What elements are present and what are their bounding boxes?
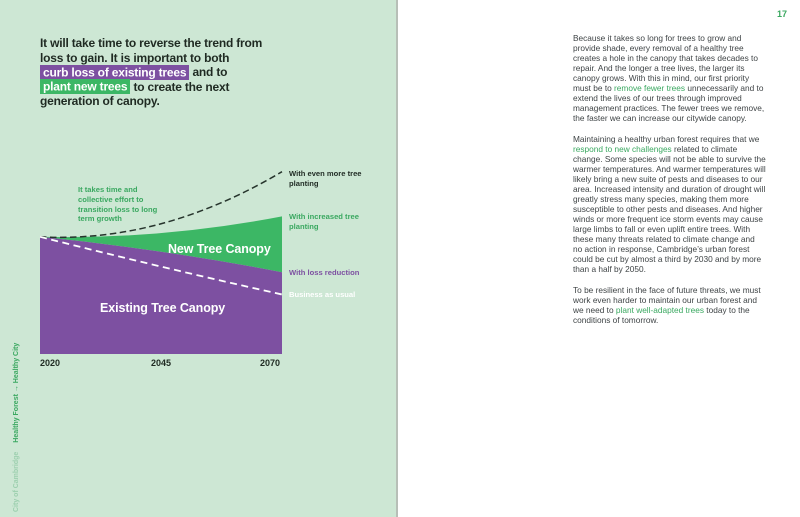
chart-x-axis [0,358,396,370]
paragraph: Maintaining a healthy urban forest requires that we respond to new challenges related to climate change. Some species will not be able to survive the warmer temperatures. And warmer temperatures will likely bring a new suite of pests and diseases to our area. Increased intensity and duration of drought will greatly stress many species, making them more susceptible to other pests and diseases. And higher winds or more frequent ice storm events may cause large limbs to fall or even uplift entire trees. With these many threats related to climate change and no action in response, Cambridge’s urban forest could be cut by almost a third by 2030 and by more than a half by 2050. [573,134,766,274]
legend-business-as-usual: Business as usual [289,290,356,299]
sidebar-brand: City of Cambridge [13,451,20,512]
sidebar-section: Healthy Forest → Healthy City [13,342,20,443]
vertical-sidebar [13,297,25,512]
x-tick-2020: 2020 [40,358,61,368]
x-tick-2070: 2070 [260,358,281,368]
page-number: 17 [776,9,787,19]
left-page [0,0,396,517]
legend-even-more-planting: With even more tree planting [289,169,362,188]
legend-increased-planting: With increased tree planting [289,212,359,231]
x-tick-2045: 2045 [151,358,172,368]
existing-canopy-label: Existing Tree Canopy [100,301,226,315]
chart-annotation: It takes time and collective effort to transition loss to long term growth [78,185,158,224]
new-canopy-label: New Tree Canopy [168,242,271,256]
paragraph: Because it takes so long for trees to grow and provide shade, every removal of a healthy tree creates a hole in the canopy that takes decades to repair. And the longer a tree lives, the larger its canopy grows. With this in mind, our first priority must be to remove fewer trees unnecessarily and to extend the lives of our trees through improved management practices. The fewer trees we remove, the faster we can increase our citywide canopy. [573,33,765,123]
page-headline: It will take time to reverse the trend from loss to gain. It is important to both curb loss of existing trees and to plant new trees to create the next generation of canopy. [40,36,263,109]
right-page [398,0,800,517]
article-body [573,33,766,336]
paragraph: To be resilient in the face of future threats, we must work even harder to maintain our urban forest and we need to plant well-adapted trees today to the conditions of tomorrow. [573,285,761,325]
legend-loss-reduction: With loss reduction [289,268,360,277]
